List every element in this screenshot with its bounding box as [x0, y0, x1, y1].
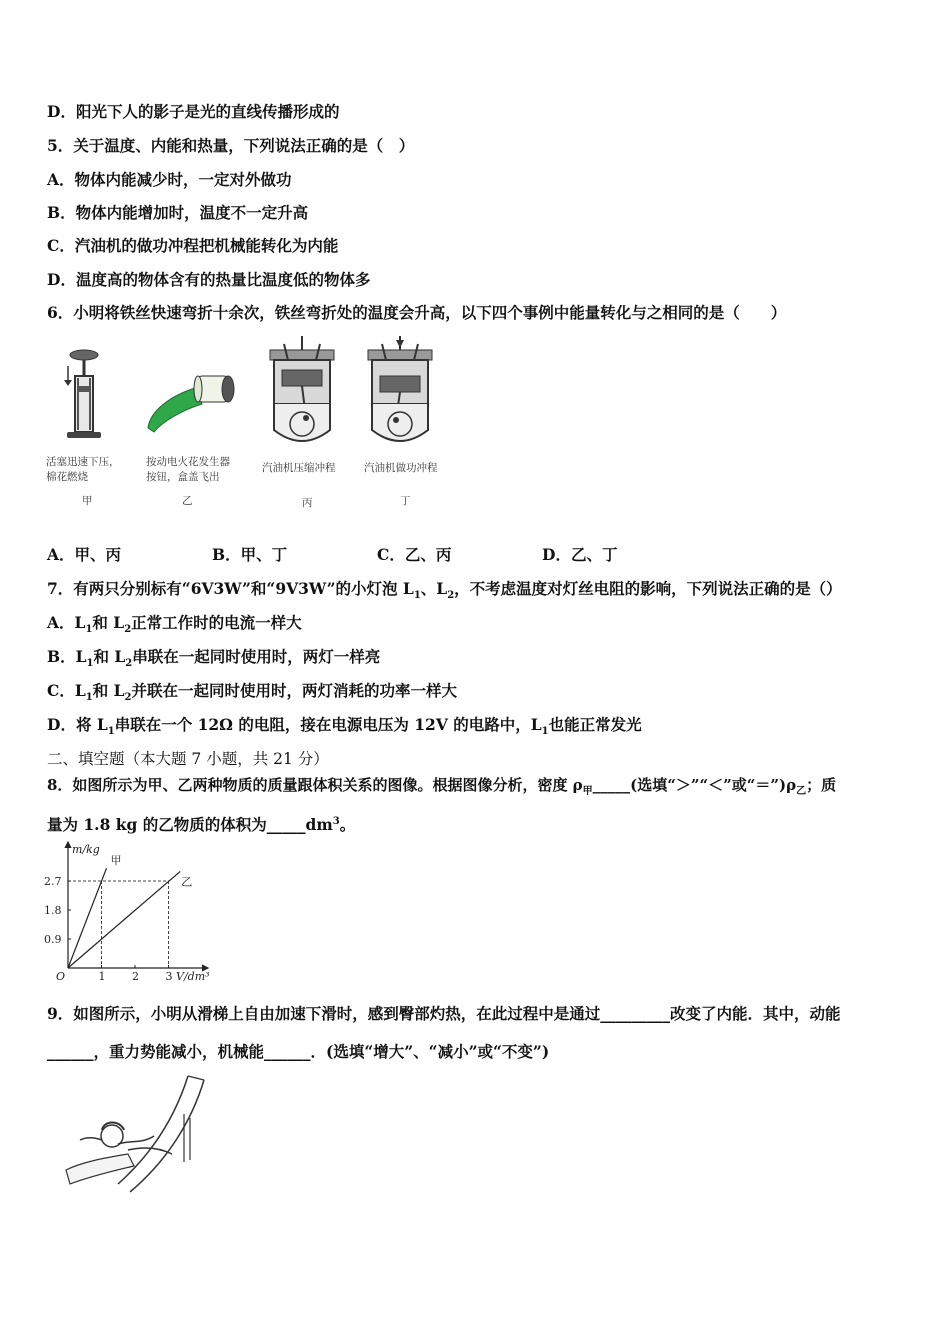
- fig-ding-caption: 汽油机做功冲程: [364, 462, 438, 474]
- q5-option-a: A．物体内能减少时，一定对外做功: [47, 170, 292, 189]
- q5-option-b: B．物体内能增加时，温度不一定升高: [47, 203, 309, 222]
- q5-option-c: C．汽油机的做功冲程把机械能转化为内能: [47, 236, 339, 255]
- q6-stem: 6．小明将铁丝快速弯折十余次，铁丝弯折处的温度会升高，以下四个事例中能量转化与之相同的是（ ）: [47, 303, 787, 322]
- q7-option-d: D．将 $L_1$串联在一个 12Ω 的电阻，接在电源电压为 12V 的电路中，$L_1$也能正常发光: [47, 715, 642, 738]
- fig-yi-label: 乙: [182, 495, 193, 507]
- mass-volume-chart: [42, 838, 214, 986]
- y-tick-label-2.7: 2.7: [44, 875, 62, 889]
- y-axis-label: m/kg: [72, 843, 100, 856]
- y-tick-label-1.8: 1.8: [44, 904, 62, 918]
- series-line-1: [68, 871, 180, 968]
- q5-stem: 5．关于温度、内能和热量，下列说法正确的是（ ）: [47, 136, 415, 155]
- q9-line-2: ______，重力势能减小，机械能______．(选填“增大”、“减小”或“不变”): [47, 1042, 550, 1061]
- q6-option-d: D．乙、丁: [542, 545, 618, 564]
- x-tick-label-2: 2: [132, 970, 139, 983]
- q5-option-d: D．温度高的物体含有的热量比温度低的物体多: [47, 270, 371, 289]
- fig-yi-caption-1: 按动电火花发生器: [146, 456, 230, 468]
- q6-option-a: A．甲、丙: [47, 545, 122, 564]
- q7-option-c: C．$L_1$和 $L_2$并联在一起同时使用时，两灯消耗的功率一样大: [47, 681, 457, 704]
- engine-compression-stroke-figure: [266, 334, 338, 450]
- section-heading: 二、填空题（本大题 7 小题，共 21 分）: [47, 750, 329, 768]
- y-tick-label-0.9: 0.9: [44, 933, 62, 947]
- series-label-1: 乙: [181, 875, 193, 889]
- fig-bing-caption: 汽油机压缩冲程: [262, 462, 336, 474]
- q8-line-1: 8．如图所示为甲、乙两种物质的质量跟体积关系的图像。根据图像分析，密度 $\rho_甲\_\_\_\_\_$(选填“＞”“＜”或“$=”)\rho_乙$；质: [47, 776, 837, 797]
- q7-stem: 7．有两只分别标有“6V3W”和“9V3W”的小灯泡 $L_1$、$L_2$，不考虑温度对灯丝电阻的影响，下列说法正确的是（）: [47, 579, 842, 602]
- series-line-0: [68, 868, 107, 968]
- x-tick-label-3: 3: [165, 970, 173, 983]
- fig-yi-caption-2: 按钮，盒盖飞出: [146, 471, 220, 483]
- q4-option-d: D．阳光下人的影子是光的直线传播形成的: [47, 102, 340, 121]
- x-axis-label: V/dm³: [176, 970, 210, 983]
- fig-jia-caption-1: 活塞迅速下压，: [46, 456, 120, 468]
- compression-piston-figure: [58, 346, 108, 448]
- q7-option-b: B．$L_1$和 $L_2$串联在一起同时使用时，两灯一样亮: [47, 647, 381, 670]
- q9-line-1: 9．如图所示，小明从滑梯上自由加速下滑时，感到臀部灼热，在此过程中是通过_________改变了内能．其中，动能: [47, 1004, 841, 1023]
- series-label-0: 甲: [110, 854, 122, 868]
- x-tick-label-1: 1: [98, 970, 106, 983]
- fig-ding-label: 丁: [400, 495, 411, 507]
- spark-generator-figure: [140, 366, 244, 436]
- fig-jia-caption-2: 棉花燃烧: [46, 471, 88, 483]
- q6-option-c: C．乙、丙: [377, 545, 452, 564]
- engine-power-stroke-figure: [364, 334, 436, 450]
- q7-option-a: A．$L_1$和 $L_2$正常工作时的电流一样大: [47, 613, 302, 636]
- fig-jia-label: 甲: [82, 495, 93, 507]
- origin-label: O: [56, 970, 66, 983]
- q8-line-2: 量为 1.8 kg 的乙物质的体积为$\_\_\_\_\_dm^3$。: [47, 815, 356, 835]
- slide-child-figure: [58, 1074, 208, 1196]
- fig-bing-label: 丙: [302, 497, 313, 509]
- q6-option-b: B．甲、丁: [212, 545, 288, 564]
